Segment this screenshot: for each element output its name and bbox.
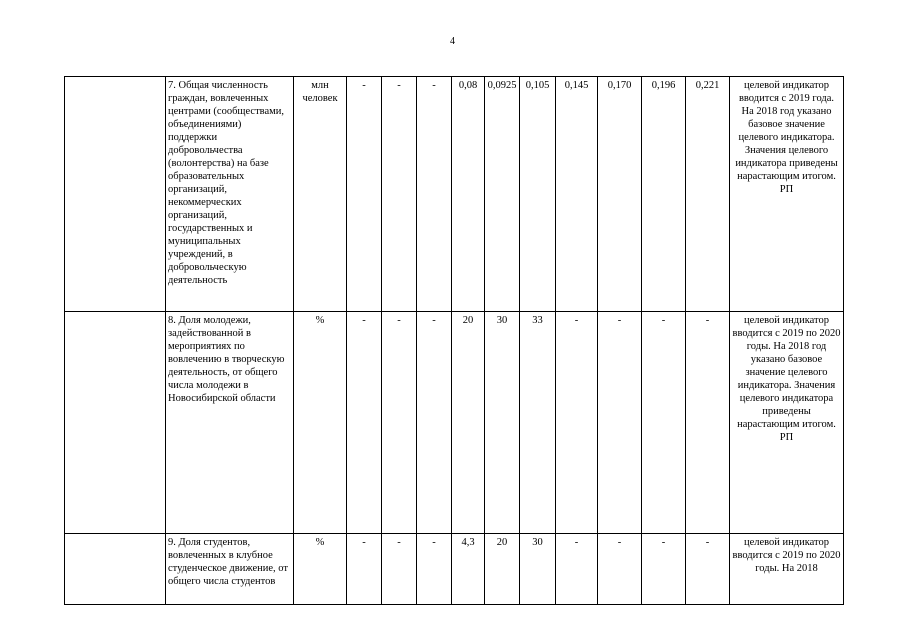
value-cell: - — [347, 534, 382, 605]
value-cell: - — [347, 77, 382, 312]
value-cell: 0,196 — [642, 77, 686, 312]
value-cell: 30 — [520, 534, 556, 605]
value-cell: - — [556, 534, 598, 605]
value-cell: - — [686, 534, 730, 605]
value-cell: 0,08 — [452, 77, 485, 312]
unit-cell: млн человек — [294, 77, 347, 312]
indicator-name: 8. Доля молодежи, задействованной в мероприятиях по вовлечению в творческую деятельность, от общего числа молодежи в Новосибирской области — [166, 312, 294, 534]
value-cell: - — [686, 312, 730, 534]
value-cell: 0,145 — [556, 77, 598, 312]
value-cell: 0,105 — [520, 77, 556, 312]
table-row — [65, 77, 844, 312]
value-cell: 20 — [452, 312, 485, 534]
value-cell: - — [347, 312, 382, 534]
page-number: 4 — [450, 36, 455, 47]
value-cell: - — [417, 312, 452, 534]
unit-cell: % — [294, 312, 347, 534]
value-cell: 20 — [485, 534, 520, 605]
value-cell: 33 — [520, 312, 556, 534]
value-cell: 4,3 — [452, 534, 485, 605]
unit-cell: % — [294, 534, 347, 605]
indicator-name: 7. Общая численность граждан, вовлеченных центрами (сообществами, объединениями) поддержки добровольчества (волонтерства) на базе образовательных организаций, некоммерческих организаций, государственных и муниципальных учреждений, в добровольческую деятельность — [166, 77, 294, 312]
goal-cell — [65, 77, 166, 312]
value-cell: - — [382, 312, 417, 534]
value-cell: - — [417, 534, 452, 605]
indicator-table — [64, 76, 844, 605]
value-cell: - — [598, 312, 642, 534]
value-cell: 0,170 — [598, 77, 642, 312]
table-row — [65, 534, 844, 605]
value-cell: - — [642, 312, 686, 534]
goal-cell — [65, 534, 166, 605]
value-cell: - — [598, 534, 642, 605]
goal-cell — [65, 312, 166, 534]
value-cell: - — [382, 77, 417, 312]
indicator-name: 9. Доля студентов, вовлеченных в клубное студенческое движение, от общего числа студентов — [166, 534, 294, 605]
value-cell: - — [556, 312, 598, 534]
value-cell: 30 — [485, 312, 520, 534]
note-cell: целевой индикатор вводится с 2019 по 2020 годы. На 2018 — [730, 534, 844, 605]
note-cell: целевой индикатор вводится с 2019 года. На 2018 год указано базовое значение целевого индикатора. Значения целевого индикатора приведены нарастающим итогом. РП — [730, 77, 844, 312]
value-cell: 0,221 — [686, 77, 730, 312]
value-cell: - — [642, 534, 686, 605]
value-cell: 0,0925 — [485, 77, 520, 312]
value-cell: - — [417, 77, 452, 312]
value-cell: - — [382, 534, 417, 605]
table-row — [65, 312, 844, 534]
note-cell: целевой индикатор вводится с 2019 по 2020 годы. На 2018 год указано базовое значение целевого индикатора. Значения целевого индикатора приведены нарастающим итогом. РП — [730, 312, 844, 534]
